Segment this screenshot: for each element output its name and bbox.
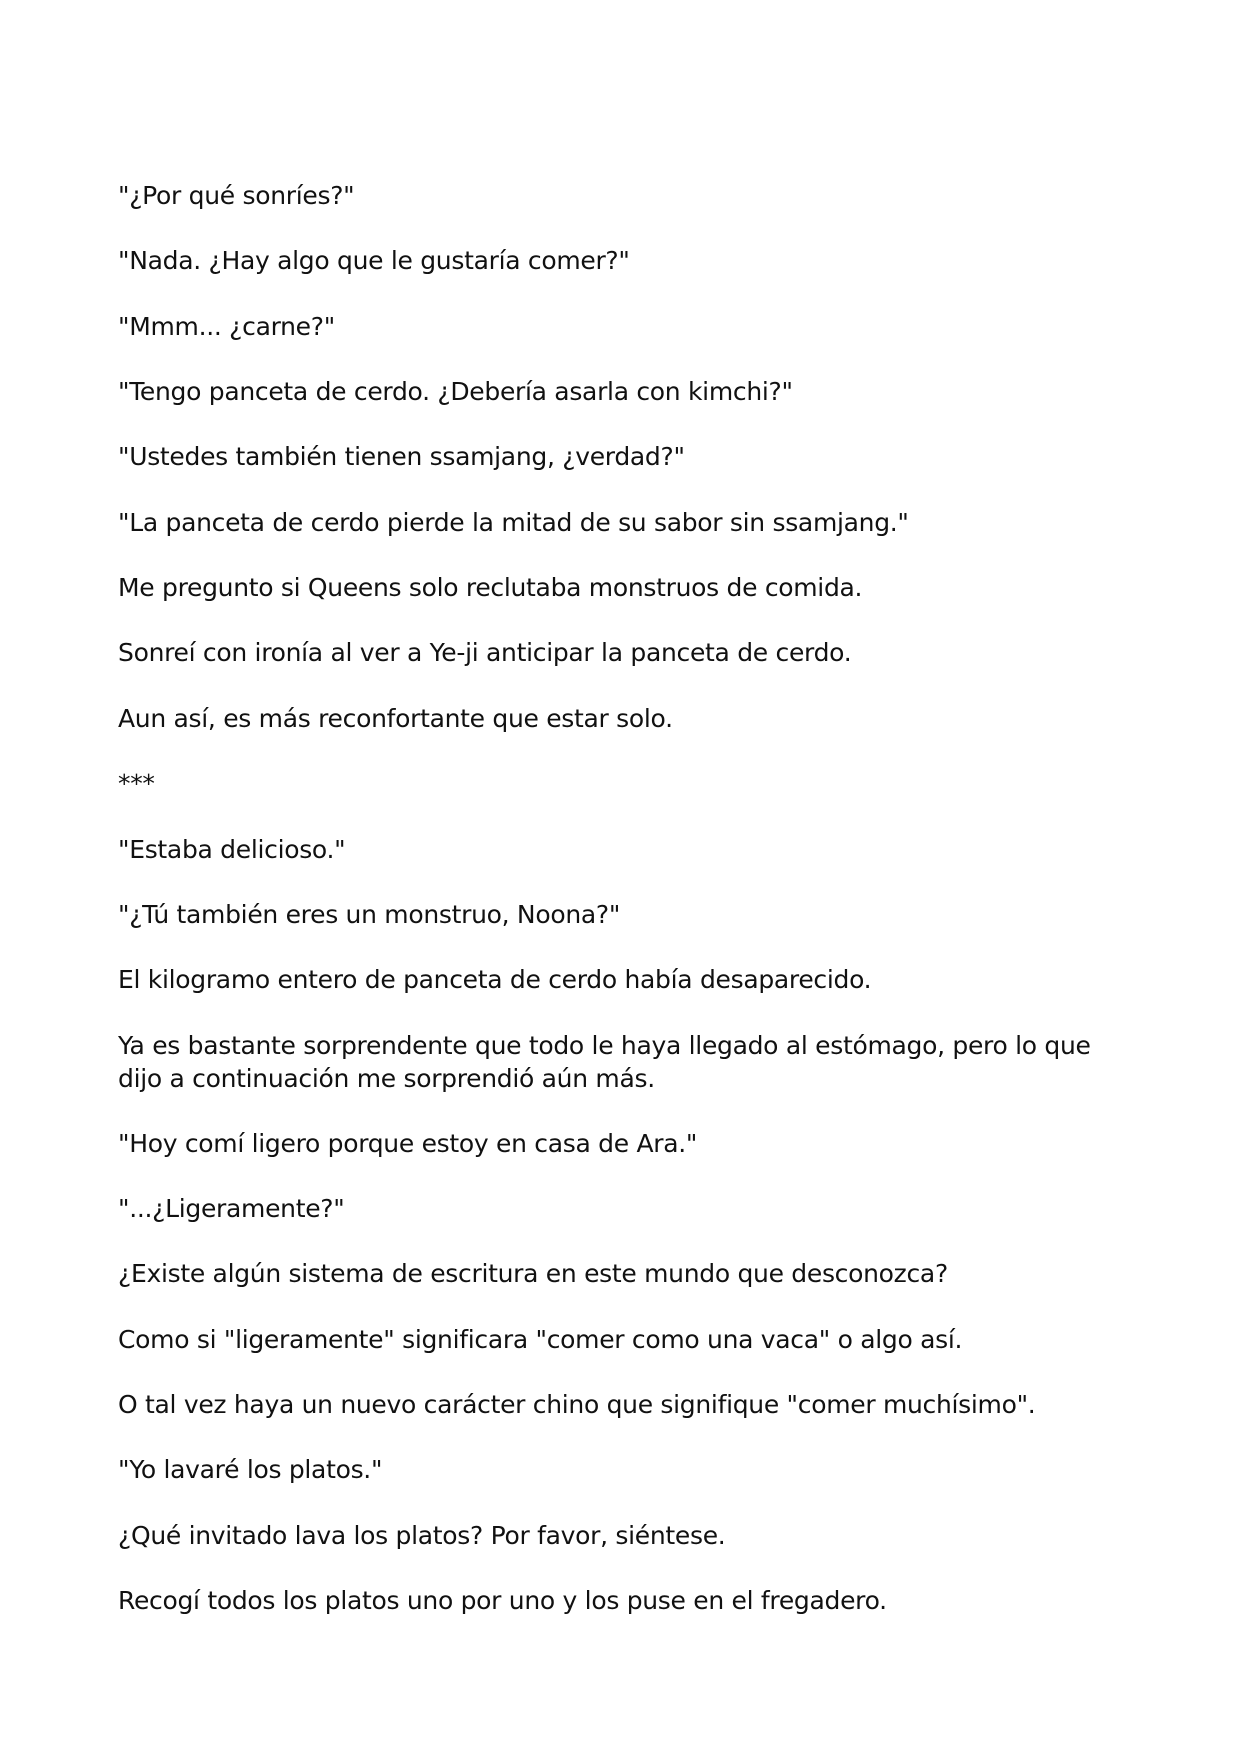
paragraph: El kilogramo entero de panceta de cerdo había desaparecido. [118, 965, 872, 994]
paragraph: "Yo lavaré los platos." [118, 1455, 383, 1484]
paragraph: Me pregunto si Queens solo reclutaba monstruos de comida. [118, 573, 863, 602]
paragraph: Recogí todos los platos uno por uno y los puse en el fregadero. [118, 1586, 887, 1615]
paragraph: Sonreí con ironía al ver a Ye-ji anticipar la panceta de cerdo. [118, 638, 852, 667]
paragraph: "Nada. ¿Hay algo que le gustaría comer?" [118, 246, 630, 275]
paragraph: "Estaba delicioso." [118, 835, 346, 864]
paragraph: "¿Tú también eres un monstruo, Noona?" [118, 900, 621, 929]
paragraph: Ya es bastante sorprendente que todo le haya llegado al estómago, pero lo que dijo a continuación me sorprendió aún más. [118, 1031, 1091, 1093]
paragraph: ¿Qué invitado lava los platos? Por favor, siéntese. [118, 1521, 726, 1550]
paragraph: "La panceta de cerdo pierde la mitad de su sabor sin ssamjang." [118, 508, 909, 537]
paragraph: "Mmm... ¿carne?" [118, 312, 335, 341]
paragraph: Como si "ligeramente" significara "comer como una vaca" o algo así. [118, 1325, 963, 1354]
paragraph: Aun así, es más reconfortante que estar solo. [118, 704, 673, 733]
paragraph: "Hoy comí ligero porque estoy en casa de Ara." [118, 1129, 698, 1158]
paragraph: "Tengo panceta de cerdo. ¿Debería asarla con kimchi?" [118, 377, 793, 406]
paragraph: "¿Por qué sonríes?" [118, 181, 355, 210]
paragraph: O tal vez haya un nuevo carácter chino que signifique "comer muchísimo". [118, 1390, 1036, 1419]
paragraph: "...¿Ligeramente?" [118, 1194, 345, 1223]
paragraph: "Ustedes también tienen ssamjang, ¿verdad?" [118, 442, 685, 471]
paragraph: ¿Existe algún sistema de escritura en este mundo que desconozca? [118, 1259, 948, 1288]
scene-break: *** [118, 769, 155, 798]
